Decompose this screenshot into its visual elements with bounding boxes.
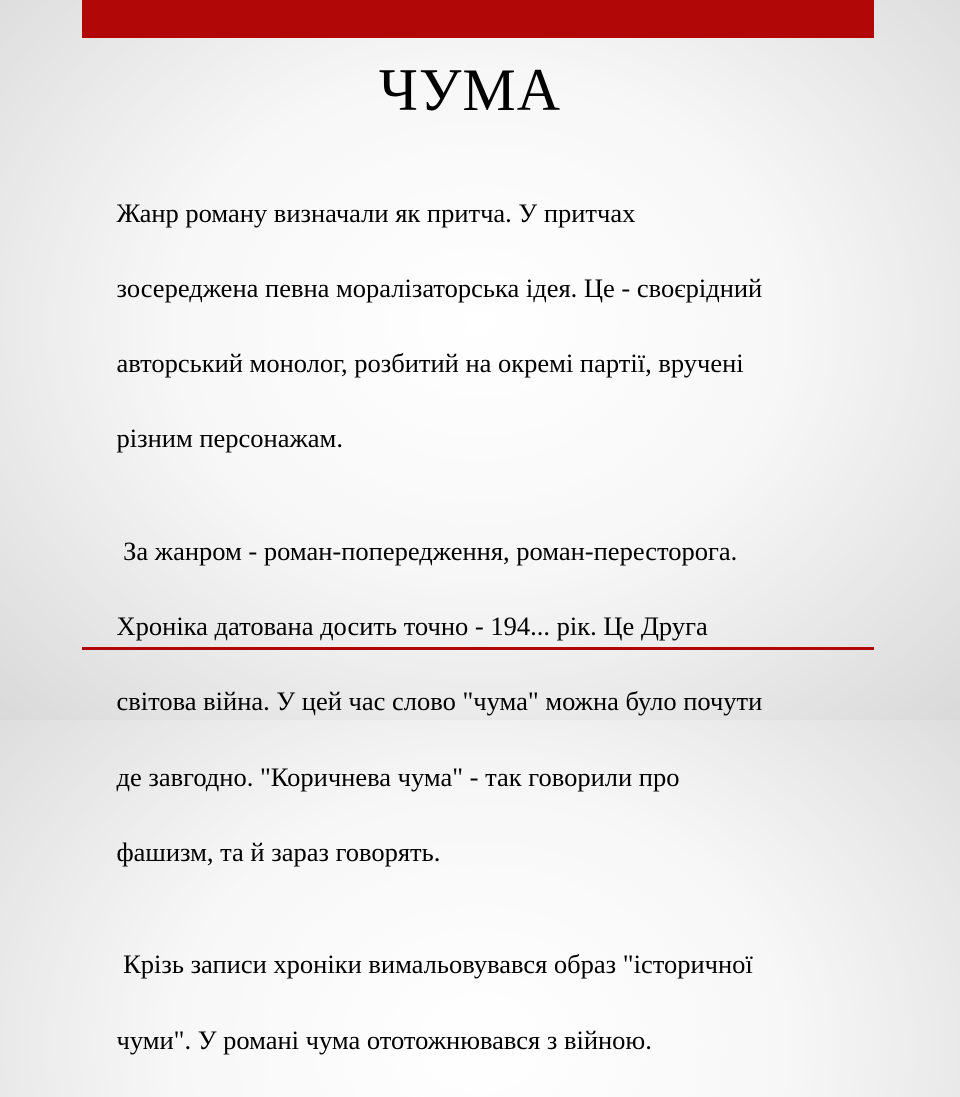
text-line: світова війна. У цей час слово "чума" можна було почути (116, 686, 763, 717)
text-line: різним персонажам. (116, 423, 343, 454)
text-line: фашизм, та й зараз говорять. (116, 836, 441, 867)
text-line: Крізь записи хроніки вимальовувався образ "історичної (116, 949, 753, 980)
paragraph-chronicle (90, 909, 890, 1097)
text-line: де завгодно. "Коричнева чума" - так говорили про (116, 761, 680, 792)
bottom-divider-line (82, 647, 874, 650)
text-line: зосереджена певна моралізаторська ідея. Це - своєрідний (116, 272, 763, 303)
text-line: авторський монолог, розбитий на окремі партії, вручені (116, 347, 744, 378)
slide-body (90, 157, 890, 1097)
text-line: Жанр роману визначали як притча. У притчах (116, 197, 636, 228)
paragraph-genre (90, 157, 890, 495)
text-line: чуми". У романі чума ототожнювався з війною. (116, 1024, 652, 1055)
text-line: Хроніка датована досить точно - 194... рік. Це Друга (116, 611, 708, 642)
slide-title: ЧУМА (378, 57, 562, 123)
paragraph-warning (90, 495, 890, 909)
text-line: За жанром - роман-попередження, роман-пересторога. (116, 535, 738, 566)
top-accent-bar (82, 0, 874, 38)
